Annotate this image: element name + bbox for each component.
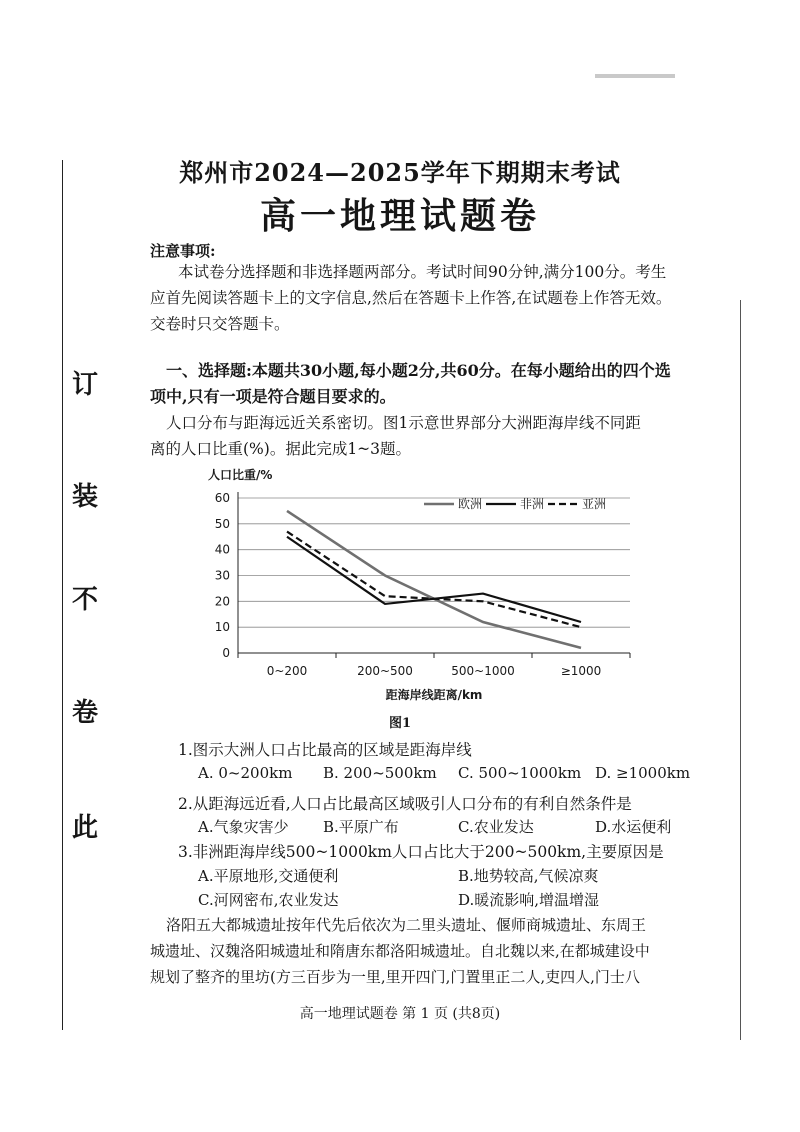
question-3-option-b[interactable]: B.地势较高,气候凉爽 xyxy=(458,867,599,885)
x-axis-label: 距海岸线距离/km xyxy=(385,688,483,702)
series-line-3 xyxy=(287,532,581,628)
passage-line: 规划了整齐的里坊(方三百步为一里,里开四门,门置里正二人,吏四人,门士八 xyxy=(150,968,640,986)
section-heading: 一、选择题:本题共30小题,每小题2分,共60分。在每小题给出的四个选 xyxy=(166,361,671,380)
notice-line: 应首先阅读答题卡上的文字信息,然后在答题卡上作答,在试题卷上作答无效。 xyxy=(150,289,672,307)
legend-label-2: 非洲 xyxy=(520,497,545,511)
y-tick-label: 50 xyxy=(214,516,230,531)
x-tick-label: 500~1000 xyxy=(451,664,515,678)
question-1-stem: 1.图示大洲人口占比最高的区域是距海岸线 xyxy=(178,741,472,759)
question-3-stem: 3.非洲距海岸线500~1000km人口占比大于200~500km,主要原因是 xyxy=(178,843,664,861)
exam-title: 郑州市2024—2025学年下期期末考试 xyxy=(179,158,621,187)
page-footer: 高一地理试题卷 第 1 页 (共8页) xyxy=(299,1006,501,1022)
question-1-option-c[interactable]: C. 500~1000km xyxy=(458,764,582,782)
binding-char-juan: 卷 xyxy=(66,693,104,733)
scan-mark xyxy=(595,74,675,78)
y-tick-label: 20 xyxy=(214,594,230,609)
y-tick-label: 60 xyxy=(214,491,230,505)
question-2-option-b[interactable]: B.平原广布 xyxy=(323,818,399,836)
question-3-option-c[interactable]: C.河网密布,农业发达 xyxy=(198,891,339,909)
y-tick-label: 0 xyxy=(222,646,230,660)
margin-line xyxy=(740,300,741,1040)
figure-caption: 图1 xyxy=(388,716,412,731)
passage-line: 城遗址、汉魏洛阳城遗址和隋唐东都洛阳城遗址。自北魏以来,在都城建设中 xyxy=(150,942,650,960)
passage-line: 人口分布与距海远近关系密切。图1示意世界部分大洲距海岸线不同距 xyxy=(166,414,641,432)
notice-heading: 注意事项: xyxy=(150,242,216,260)
notice-line: 本试卷分选择题和非选择题两部分。考试时间90分钟,满分100分。考生 xyxy=(178,263,667,281)
binding-char-ci: 此 xyxy=(66,808,104,848)
binding-char-ding: 订 xyxy=(66,365,104,405)
passage-line: 离的人口比重(%)。据此完成1~3题。 xyxy=(150,440,412,458)
question-1-option-a[interactable]: A. 0~200km xyxy=(198,764,293,782)
section-heading: 项中,只有一项是符合题目要求的。 xyxy=(150,387,396,406)
x-tick-label: ≥1000 xyxy=(560,664,602,678)
question-1-option-d[interactable]: D. ≥1000km xyxy=(595,764,691,782)
question-2-option-c[interactable]: C.农业发达 xyxy=(458,818,534,836)
notice-line: 交卷时只交答题卡。 xyxy=(150,315,290,333)
question-2-option-a[interactable]: A.气象灾害少 xyxy=(198,818,289,836)
y-axis-label: 人口比重/% xyxy=(208,468,273,482)
y-tick-label: 40 xyxy=(214,542,230,557)
question-1-option-b[interactable]: B. 200~500km xyxy=(323,764,437,782)
population-chart xyxy=(190,462,640,712)
y-tick-label: 30 xyxy=(214,568,230,583)
binding-char-bu: 不 xyxy=(66,580,104,620)
y-tick-label: 10 xyxy=(214,620,230,635)
binding-char-zhuang: 装 xyxy=(66,477,104,517)
x-tick-label: 200~500 xyxy=(357,664,413,678)
paper-title: 高一地理试题卷 xyxy=(259,195,540,237)
question-3-option-d[interactable]: D.暖流影响,增温增湿 xyxy=(458,891,600,909)
legend-label-1: 欧洲 xyxy=(458,497,483,511)
binding-line xyxy=(62,160,63,1030)
x-tick-label: 0~200 xyxy=(266,664,308,678)
question-3-option-a[interactable]: A.平原地形,交通便利 xyxy=(198,867,339,885)
legend-label-3: 亚洲 xyxy=(582,497,607,511)
question-2-option-d[interactable]: D.水运便利 xyxy=(595,818,672,836)
question-2-stem: 2.从距海远近看,人口占比最高区域吸引人口分布的有利自然条件是 xyxy=(178,795,632,813)
passage-line: 洛阳五大都城遗址按年代先后依次为二里头遗址、偃师商城遗址、东周王 xyxy=(166,916,647,934)
